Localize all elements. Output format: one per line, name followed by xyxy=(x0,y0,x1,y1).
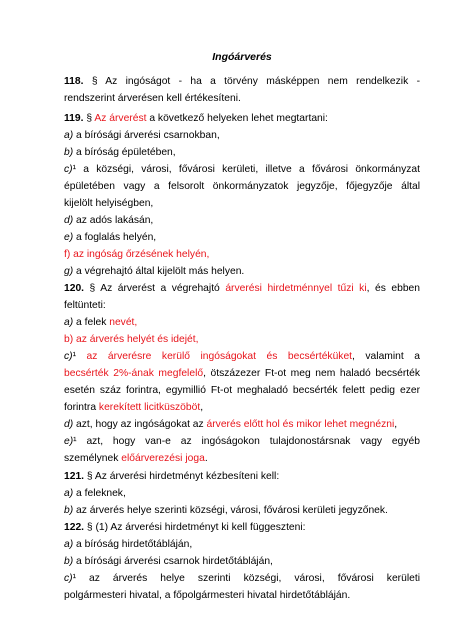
section-120-heading xyxy=(64,280,420,297)
list-text: , valamint a xyxy=(352,351,420,362)
section-119-heading xyxy=(64,110,420,127)
list-item xyxy=(64,161,420,178)
list-marker: a) xyxy=(64,488,74,499)
list-text: azt, hogy az ingóságokat az xyxy=(73,419,207,430)
list-marker: c) xyxy=(64,164,73,175)
list-text: a feleknek, xyxy=(73,488,126,499)
list-text: a végrehajtó által kijelölt más helyen. xyxy=(73,266,245,277)
list-text: ¹ azt, hogy van-e az ingóságokon tulajdonostársnak vagy egyéb xyxy=(73,436,420,447)
section-122-heading xyxy=(64,519,420,536)
list-item xyxy=(64,416,420,433)
list-item-continuation: épületében vagy a felsorolt önkormányzatok jegyzője, főjegyzője által xyxy=(64,181,420,192)
list-text: ¹ az árverés helye szerinti községi, városi, fővárosi kerületi xyxy=(72,573,420,584)
list-text: az árverés helye szerinti községi, városi, fővárosi kerületi jegyzőnek. xyxy=(73,505,388,516)
list-text: , xyxy=(394,419,398,430)
section-sign: § xyxy=(86,113,95,124)
list-marker: a) xyxy=(64,539,74,550)
highlighted-text: az árverésre kerülő ingóságokat és becsértéküket xyxy=(86,351,353,362)
highlighted-text: kerekített licitküszöböt xyxy=(98,402,201,413)
list-item-continuation: kijelölt helyiségben, xyxy=(64,198,154,209)
highlighted-text: árverési hirdetménnyel tűzi ki xyxy=(225,283,367,294)
list-item xyxy=(64,570,420,587)
section-120-line-2: feltünteti: xyxy=(64,300,106,311)
list-marker: b) xyxy=(64,147,74,158)
section-text: § (1) Az árverési hirdetményt ki kell függeszteni: xyxy=(84,522,306,533)
list-text: ¹ a községi, városi, fővárosi kerületi, illetve a fővárosi önkormányzat xyxy=(72,164,420,175)
list-text: a bíróság épületében, xyxy=(73,147,176,158)
list-text: az adós lakásán, xyxy=(73,215,154,226)
list-marker: e) xyxy=(64,232,74,243)
list-text: forintra xyxy=(64,402,99,413)
list-marker: c) xyxy=(64,573,73,584)
section-text: § Az árverési hirdetményt kézbesíteni kell: xyxy=(84,471,280,482)
highlighted-text: becsérték 2%-ának megfelelő xyxy=(64,368,204,379)
list-text: személynek xyxy=(64,453,122,464)
highlighted-text: árverés előtt hol és mikor lehet megnézni xyxy=(206,419,395,430)
list-item-continuation xyxy=(64,399,420,416)
section-number: 119. xyxy=(64,113,84,124)
list-marker: a) xyxy=(64,130,74,141)
list-item xyxy=(64,263,420,280)
list-text: , xyxy=(200,402,204,413)
section-118-line-2: rendszerint árverésen kell értékesíteni. xyxy=(64,93,241,104)
highlighted-text: nevét, xyxy=(109,317,138,328)
section-number: 122. xyxy=(64,522,85,533)
list-item-continuation: polgármesteri hivatal, a főpolgármesteri hivatal hirdetőtábláján. xyxy=(64,590,351,601)
list-item-continuation xyxy=(64,365,420,382)
section-number: 118. xyxy=(64,76,84,87)
list-item xyxy=(64,127,420,144)
section-121-heading xyxy=(64,468,420,485)
list-marker: d) xyxy=(64,419,74,430)
highlighted-text: előárverezési joga xyxy=(121,453,205,464)
list-text: a foglalás helyén, xyxy=(73,232,157,243)
list-item xyxy=(64,229,420,246)
list-item xyxy=(64,433,420,450)
list-item-continuation: esetén száz forintra, egymillió Ft-ot meghaladó becsérték felett pedig ezer xyxy=(64,385,420,396)
list-item xyxy=(64,485,420,502)
section-number: 121. xyxy=(64,471,85,482)
section-number: 120. xyxy=(64,283,85,294)
list-text: , ötszázezer Ft-ot meg nem haladó becsérték xyxy=(203,368,421,379)
list-text: a felek xyxy=(73,317,110,328)
list-marker: g) xyxy=(64,266,74,277)
list-item xyxy=(64,502,420,519)
list-text: . xyxy=(204,453,208,464)
list-marker: c) xyxy=(64,351,73,362)
section-118-line-1 xyxy=(64,73,420,90)
list-item xyxy=(64,348,420,365)
list-item xyxy=(64,144,420,161)
section-text: § Az árverést a végrehajtó xyxy=(84,283,226,294)
section-text: , és ebben xyxy=(366,283,421,294)
list-marker: b) xyxy=(64,556,74,567)
list-marker: d) xyxy=(64,215,74,226)
list-marker: a) xyxy=(64,317,74,328)
highlighted-text: Az árverést xyxy=(94,113,147,124)
section-text: § Az ingóságot - ha a törvény másképpen nem rendelkezik - xyxy=(91,76,420,87)
page-title: Ingóárverés xyxy=(212,51,272,63)
list-text: a bírósági árverési csarnok hirdetőtábláján, xyxy=(73,556,273,567)
list-item-highlighted: f) az ingóság őrzésének helyén, xyxy=(64,249,210,260)
footnote-mark: ¹ xyxy=(72,351,87,362)
section-text: a következő helyeken lehet megtartani: xyxy=(146,113,328,124)
list-item xyxy=(64,553,420,570)
list-item-continuation xyxy=(64,450,420,467)
list-item-highlighted: b) az árverés helyét és idejét, xyxy=(64,334,199,345)
list-item xyxy=(64,212,420,229)
list-marker: e) xyxy=(64,436,74,447)
list-item xyxy=(64,314,420,331)
list-text: a bírósági árverési csarnokban, xyxy=(73,130,220,141)
list-item xyxy=(64,536,420,553)
list-marker: b) xyxy=(64,505,74,516)
list-text: a bíróság hirdetőtábláján, xyxy=(73,539,193,550)
